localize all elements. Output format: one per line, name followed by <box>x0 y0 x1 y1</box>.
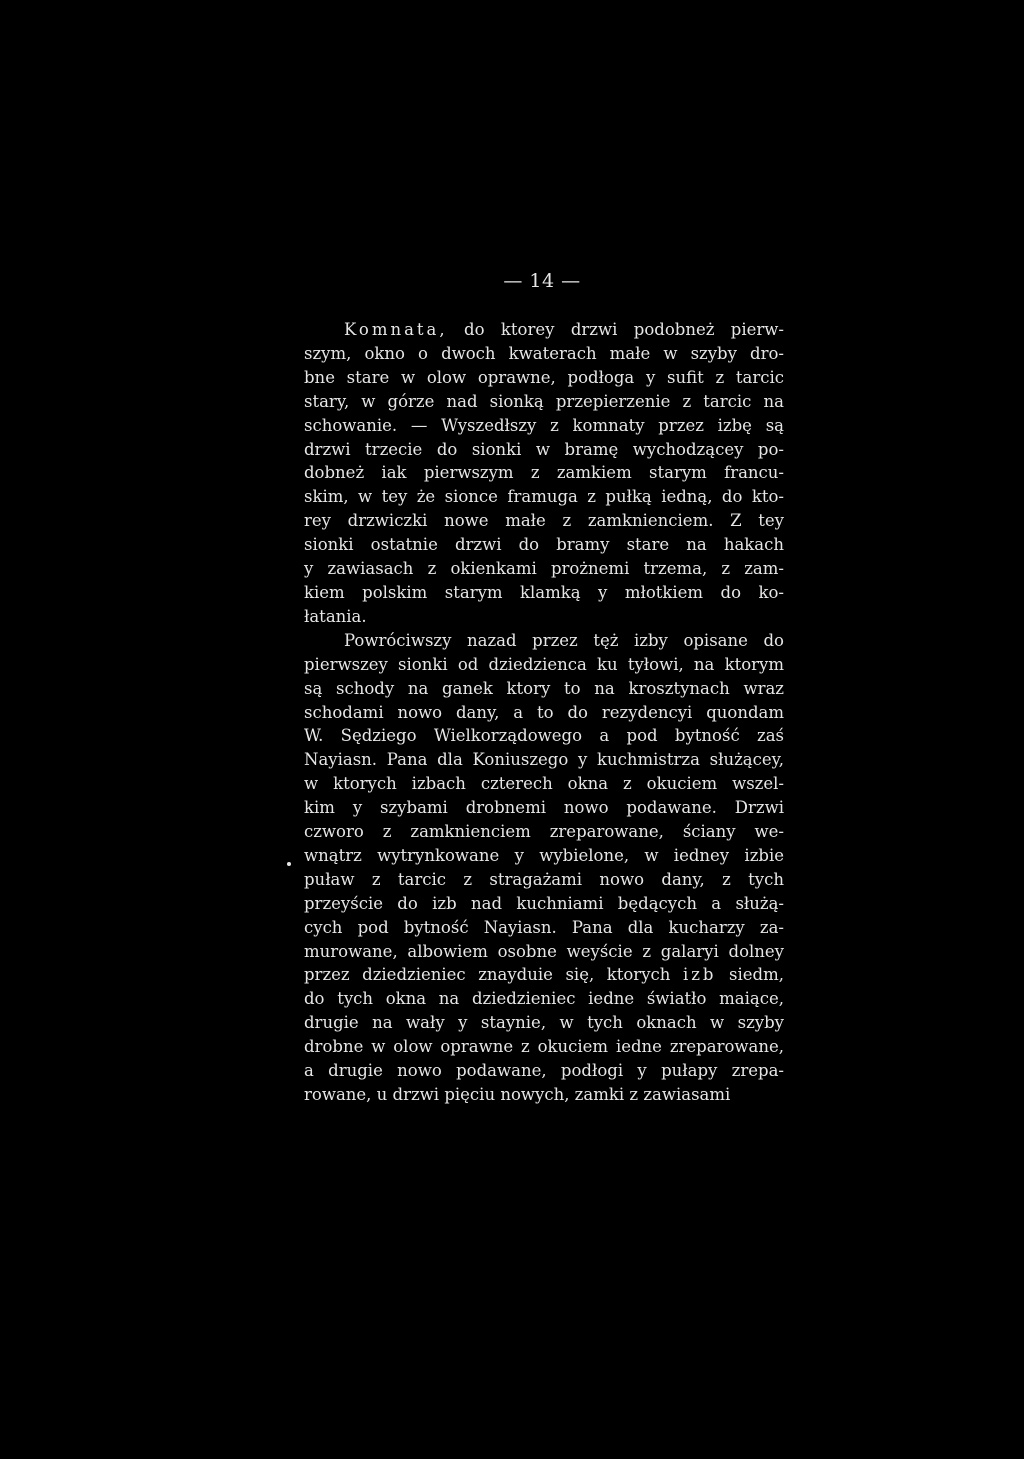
text-line: cych pod bytność Nayiasn. Pana dla kucharzy za- <box>304 917 784 937</box>
text-line: drugie na wały y staynie, w tych oknach w szyby <box>304 1013 784 1033</box>
text-line: a drugie nowo podawane, podłogi y pułapy zrepa- <box>304 1061 784 1081</box>
spaced-word: izb <box>682 965 717 985</box>
text-line: w ktorych izbach czterech okna z okuciem wszel- <box>304 774 784 794</box>
text-line: y zawiasach z okienkami prożnemi trzema, z zam- <box>304 559 784 579</box>
text-line: puław z tarcic z stragażami nowo dany, z tych <box>304 869 784 889</box>
text-line: przeyście do izb nad kuchniami będących a służą- <box>304 893 784 913</box>
text-line: murowane, albowiem osobne weyście z galaryi dolney <box>304 941 784 961</box>
page-number: — 14 — <box>503 270 581 292</box>
text-line <box>304 963 784 987</box>
text-line <box>304 318 784 342</box>
text-fragment: siedm, <box>716 965 784 985</box>
ink-speck <box>287 862 291 866</box>
text-line: schowanie. — Wyszedłszy z komnaty przez izbę są <box>304 415 784 435</box>
text-line: do tych okna na dziedzieniec iedne światło maiące, <box>304 989 784 1009</box>
text-line: wnątrz wytrynkowane y wybielone, w iedney izbie <box>304 845 784 865</box>
text-line: czworo z zamknienciem zreparowane, ściany we- <box>304 822 784 842</box>
text-line: są schody na ganek ktory to na krosztynach wraz <box>304 678 784 698</box>
body-text <box>304 318 784 1107</box>
text-line: skim, w tey że sionce framuga z pułką iedną, do kto- <box>304 487 784 507</box>
text-fragment: przez dziedzieniec znayduie się, ktorych <box>304 965 683 985</box>
text-line: sionki ostatnie drzwi do bramy stare na hakach <box>304 535 784 555</box>
text-line: łatania. <box>304 606 367 626</box>
text-line: dobneż iak pierwszym z zamkiem starym francu- <box>304 463 784 483</box>
paragraph-1 <box>304 318 784 629</box>
text-line: bne stare w olow oprawne, podłoga y sufit z tarcic <box>304 367 784 387</box>
text-line: szym, okno o dwoch kwaterach małe w szyby dro- <box>304 343 784 363</box>
text-line: pierwszey sionki od dziedzienca ku tyłowi, na ktorym <box>304 654 784 674</box>
text-fragment: do ktorey drzwi podobneż pierw- <box>447 320 784 339</box>
text-line: schodami nowo dany, a to do rezydencyi quondam <box>304 702 784 722</box>
spaced-word: Komnata, <box>344 320 448 339</box>
text-line: kiem polskim starym klamką y młotkiem do ko- <box>304 582 784 602</box>
text-line: W. Sędziego Wielkorządowego a pod bytność zaś <box>304 726 784 746</box>
text-line: Nayiasn. Pana dla Koniuszego y kuchmistrza służącey, <box>304 750 784 770</box>
text-line: rey drzwiczki nowe małe z zamknienciem. Z tey <box>304 511 784 531</box>
text-line: rowane, u drzwi pięciu nowych, zamki z zawiasami <box>304 1085 731 1104</box>
text-line: kim y szybami drobnemi nowo podawane. Drzwi <box>304 798 784 818</box>
text-line: stary, w górze nad sionką przepierzenie z tarcic na <box>304 391 784 411</box>
paragraph-2 <box>304 629 784 1107</box>
text-line: drzwi trzecie do sionki w bramę wychodzącey po- <box>304 439 784 459</box>
text-line: Powróciwszy nazad przez tęż izby opisane do <box>344 630 784 650</box>
text-line: drobne w olow oprawne z okuciem iedne zreparowane, <box>304 1037 784 1057</box>
